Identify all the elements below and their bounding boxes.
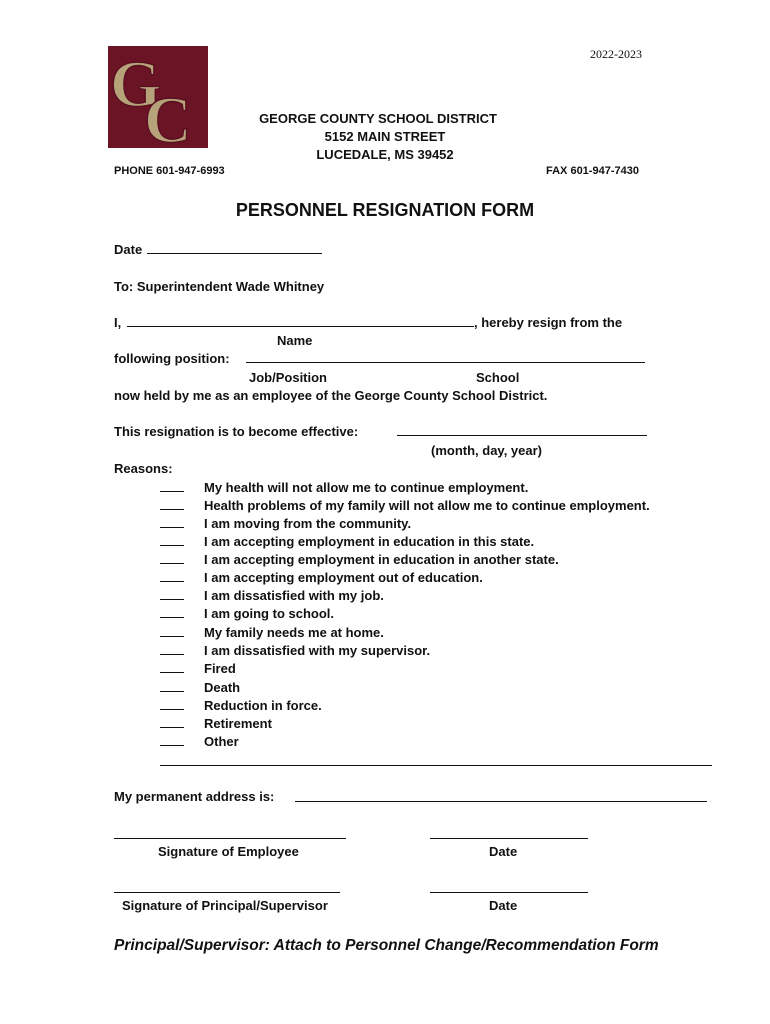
reason-checkbox[interactable] xyxy=(160,654,184,655)
reason-label: Retirement xyxy=(204,716,272,731)
reason-checkbox[interactable] xyxy=(160,527,184,528)
position-field[interactable] xyxy=(246,362,645,363)
date-field[interactable] xyxy=(147,253,322,254)
reason-label: My health will not allow me to continue employment. xyxy=(204,480,529,495)
fax-number: FAX 601-947-7430 xyxy=(546,165,639,177)
school-year: 2022-2023 xyxy=(590,47,642,61)
reason-label: Other xyxy=(204,734,239,749)
reason-label: I am accepting employment in education in this state. xyxy=(204,534,535,549)
reason-label: I am going to school. xyxy=(204,606,334,621)
reason-checkbox[interactable] xyxy=(160,691,184,692)
reason-checkbox[interactable] xyxy=(160,581,184,582)
principal-date-caption: Date xyxy=(489,898,518,913)
date-label: Date xyxy=(114,242,143,257)
recipient-line: To: Superintendent Wade Whitney xyxy=(114,279,325,294)
employee-name-field[interactable] xyxy=(127,326,474,327)
reason-label: I am dissatisfied with my supervisor. xyxy=(204,643,431,658)
reason-checkbox[interactable] xyxy=(160,745,184,746)
form-title: PERSONNEL RESIGNATION FORM xyxy=(235,200,535,220)
principal-date-field[interactable] xyxy=(430,892,588,893)
effective-label: This resignation is to become effective: xyxy=(114,424,359,439)
reason-checkbox[interactable] xyxy=(160,672,184,673)
principal-signature-caption: Signature of Principal/Supervisor xyxy=(122,898,328,913)
reasons-label: Reasons: xyxy=(114,461,173,476)
attachment-instruction: Principal/Supervisor: Attach to Personnel Change/Recommendation Form xyxy=(114,937,659,954)
i-label: I, xyxy=(114,315,122,330)
other-reason-field[interactable] xyxy=(160,765,712,766)
reason-label: I am moving from the community. xyxy=(204,516,412,531)
reason-checkbox[interactable] xyxy=(160,599,184,600)
logo-letter-c: C xyxy=(144,84,192,148)
job-caption: Job/Position xyxy=(249,370,327,385)
reason-checkbox[interactable] xyxy=(160,709,184,710)
employee-signature-field[interactable] xyxy=(114,838,346,839)
reason-label: Death xyxy=(204,680,241,695)
district-logo xyxy=(108,46,208,148)
name-caption: Name xyxy=(277,333,313,348)
reason-label: Reduction in force. xyxy=(204,698,322,713)
reason-checkbox[interactable] xyxy=(160,491,184,492)
district-street: 5152 MAIN STREET xyxy=(324,129,446,144)
reason-label: Health problems of my family will not allow me to continue employment. xyxy=(204,498,650,513)
reason-checkbox[interactable] xyxy=(160,727,184,728)
reason-checkbox[interactable] xyxy=(160,563,184,564)
employee-signature-caption: Signature of Employee xyxy=(158,844,299,859)
address-label: My permanent address is: xyxy=(114,789,275,804)
address-field[interactable] xyxy=(295,801,707,802)
phone-number: PHONE 601-947-6993 xyxy=(114,165,225,177)
reason-checkbox[interactable] xyxy=(160,636,184,637)
reason-label: I am dissatisfied with my job. xyxy=(204,588,384,603)
logo-letter-g: G xyxy=(110,48,162,121)
district-name: GEORGE COUNTY SCHOOL DISTRICT xyxy=(259,111,497,126)
reason-label: My family needs me at home. xyxy=(204,625,384,640)
effective-caption: (month, day, year) xyxy=(431,443,543,458)
principal-signature-field[interactable] xyxy=(114,892,340,893)
reason-checkbox[interactable] xyxy=(160,545,184,546)
reason-label: I am accepting employment out of education. xyxy=(204,570,483,585)
position-label: following position: xyxy=(114,351,230,366)
school-caption: School xyxy=(476,370,520,385)
reason-label: Fired xyxy=(204,661,236,676)
resign-text: , hereby resign from the xyxy=(474,315,623,330)
reason-label: I am accepting employment in education in another state. xyxy=(204,552,559,567)
employee-date-field[interactable] xyxy=(430,838,588,839)
reason-checkbox[interactable] xyxy=(160,617,184,618)
effective-date-field[interactable] xyxy=(397,435,647,436)
employment-statement: now held by me as an employee of the George County School District. xyxy=(114,388,548,403)
reason-checkbox[interactable] xyxy=(160,509,184,510)
district-city: LUCEDALE, MS 39452 xyxy=(316,147,454,162)
employee-date-caption: Date xyxy=(489,844,518,859)
